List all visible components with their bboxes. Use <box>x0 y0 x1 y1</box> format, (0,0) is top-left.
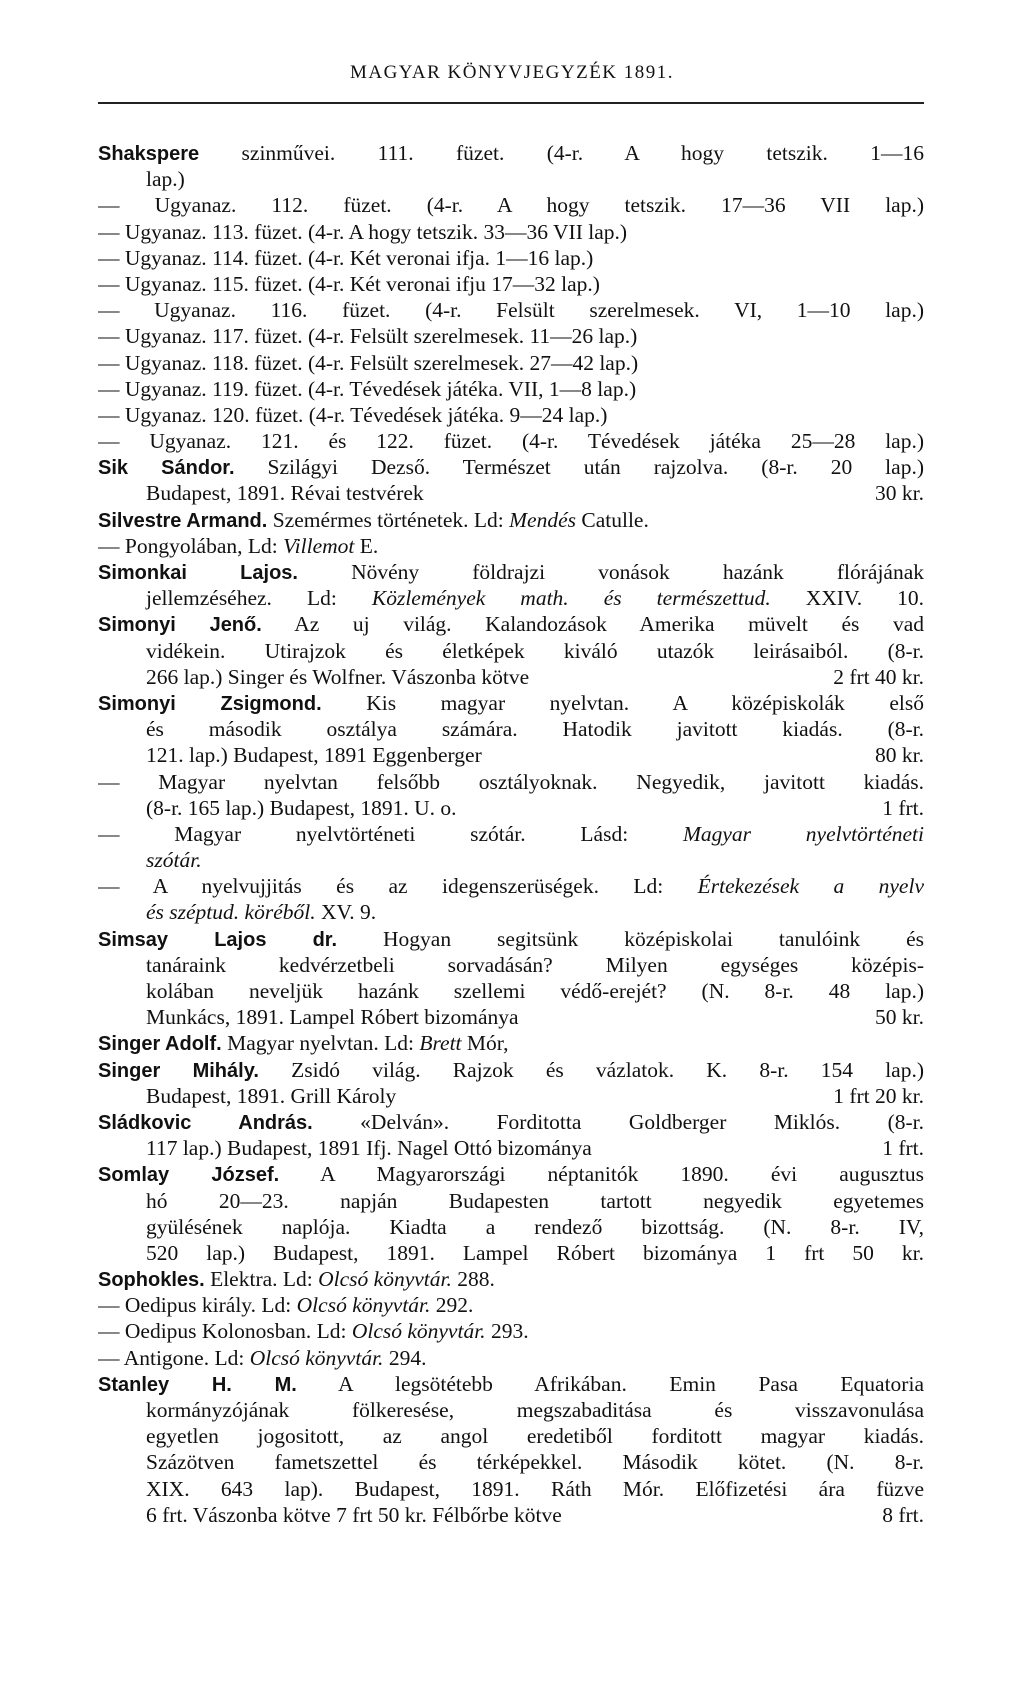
entry-text: 117 lap.) Budapest, 1891 Ifj. Nagel Ottó bizománya <box>146 1136 592 1161</box>
catalog-line <box>98 1109 924 1135</box>
catalog-line <box>98 664 924 690</box>
entry-text: — Magyar nyelvtan felsőbb osztályoknak. Negyedik, javitott kiadás. <box>98 769 924 794</box>
entry-text: (8-r. 165 lap.) Budapest, 1891. U. o. <box>146 795 457 820</box>
entry-text: — Ugyanaz. 119. füzet. (4-r. Tévedések játéka. VII, 1—8 lap.) <box>98 376 637 401</box>
author-name: Silvestre Armand. <box>98 509 268 532</box>
catalog-line <box>98 1240 924 1266</box>
catalog-line <box>98 952 924 978</box>
entry-text: Munkács, 1891. Lampel Róbert bizománya <box>146 1005 519 1030</box>
catalog-line <box>98 690 924 716</box>
reference-title: és széptud. köréből. <box>146 900 316 925</box>
reference-title: szótár. <box>146 848 202 873</box>
catalog-line <box>98 1449 924 1475</box>
catalog-line <box>98 1397 924 1423</box>
catalog-line <box>98 1266 924 1292</box>
entry-text-tail: Catulle. <box>576 507 649 532</box>
entry-text: Hogyan segitsünk középiskolai tanulóink és <box>337 926 924 951</box>
entry-text: Elektra. Ld: <box>204 1267 319 1292</box>
catalog-line <box>98 1030 924 1056</box>
entry-text: és második osztálya számára. Hatodik javitott kiadás. (8-r. <box>146 717 924 742</box>
reference-title: Mendés <box>509 507 576 532</box>
entry-text: jellemzéséhez. Ld: <box>146 586 372 611</box>
entry-text: — Oedipus Kolonosban. Ld: <box>98 1319 352 1344</box>
entry-text: — Pongyolában, Ld: <box>98 533 284 558</box>
header-rule <box>98 102 924 104</box>
catalog-line <box>98 1371 924 1397</box>
entry-text: Az uj világ. Kalandozások Amerika müvelt és vad <box>261 612 924 637</box>
entry-text: Szilágyi Dezső. Természet után rajzolva. (8-r. 20 lap.) <box>234 455 924 480</box>
catalog-line <box>98 140 924 166</box>
reference-title: Brett <box>419 1031 462 1056</box>
entry-text: kormányzójának fölkeresése, megszabaditása és visszavonulása <box>146 1398 924 1422</box>
price: 1 frt 20 kr. <box>833 1083 924 1108</box>
catalog-line <box>98 1423 924 1449</box>
entry-text: — Ugyanaz. 120. füzet. (4-r. Tévedések játéka. 9—24 lap.) <box>98 402 608 427</box>
catalog-line <box>98 1502 924 1528</box>
entry-text: A legsötétebb Afrikában. Emin Pasa Equatoria <box>296 1371 924 1396</box>
reference-title: Értekezések a nyelv <box>697 874 924 899</box>
author-name: Sophokles. <box>98 1269 205 1292</box>
author-name: Stanley H. M. <box>98 1373 297 1396</box>
catalog-line <box>98 1083 924 1109</box>
catalog-line <box>98 1004 924 1030</box>
catalog-line <box>98 271 924 297</box>
reference-title: Olcsó könyvtár. <box>318 1267 452 1292</box>
catalog-line <box>98 611 924 637</box>
catalog-line <box>98 1161 924 1187</box>
entry-text: szinművei. 111. füzet. (4-r. A hogy tetszik. 1—16 <box>199 141 924 165</box>
entry-text: 6 frt. Vászonba kötve 7 frt 50 kr. Félbőrbe kötve <box>146 1502 562 1527</box>
catalog-line <box>98 245 924 271</box>
entry-text-tail: 288. <box>451 1267 495 1292</box>
reference-title: Olcsó könyvtár. <box>296 1293 431 1318</box>
entry-text: Százötven fametszettel és térképekkel. Második kötet. (N. 8-r. <box>146 1450 924 1475</box>
catalog-line <box>98 795 924 821</box>
price: 1 frt. <box>882 1136 924 1161</box>
entry-text-tail: 294. <box>383 1345 427 1370</box>
catalog-line <box>98 559 924 585</box>
entry-text-tail: E. <box>354 533 379 558</box>
catalog-line <box>98 1292 924 1318</box>
catalog-line <box>98 1188 924 1214</box>
catalog-line <box>98 350 924 376</box>
entry-text: lap.) <box>146 167 185 192</box>
catalog-line <box>98 716 924 742</box>
catalog-line <box>98 638 924 664</box>
entry-text: 266 lap.) Singer és Wolfner. Vászonba kötve <box>146 664 530 689</box>
price: 80 kr. <box>875 743 924 768</box>
author-name: Simonkai Lajos. <box>98 562 298 584</box>
entry-text: Szemérmes történetek. Ld: <box>267 507 510 532</box>
entry-text: Zsidó világ. Rajzok és vázlatok. K. 8-r. 154 lap.) <box>258 1057 924 1082</box>
entry-text-tail: 293. <box>485 1319 529 1344</box>
author-name: Singer Mihály. <box>98 1059 259 1082</box>
entry-text: 520 lap.) Budapest, 1891. Lampel Róbert bizománya 1 frt 50 kr. <box>146 1240 924 1265</box>
running-header: MAGYAR KÖNYVJEGYZÉK 1891. <box>349 62 675 83</box>
entry-text: egyetlen jogositott, az angol eredetiből forditott magyar kiadás. <box>146 1424 924 1449</box>
entry-text: gyülésének naplója. Kiadta a rendező bizottság. (N. 8-r. IV, <box>146 1214 924 1239</box>
entry-text: A Magyarországi néptanitók 1890. évi augusztus <box>279 1162 924 1187</box>
entry-text-tail: XV. 9. <box>315 900 377 925</box>
entry-text: — Ugyanaz. 117. füzet. (4-r. Felsült szerelmesek. 11—26 lap.) <box>98 324 638 349</box>
catalog-line <box>98 219 924 245</box>
catalog-line <box>98 769 924 795</box>
catalog-line <box>98 821 924 847</box>
catalog-line <box>98 1318 924 1344</box>
catalog-line <box>98 1214 924 1240</box>
entry-text: «Delván». Forditotta Goldberger Miklós. (8-r. <box>312 1109 924 1134</box>
entry-text: — Ugyanaz. 115. füzet. (4-r. Két veronai ifju 17—32 lap.) <box>98 271 600 296</box>
catalog-line <box>98 402 924 428</box>
catalog-line <box>98 1345 924 1371</box>
author-name: Sládkovic András. <box>98 1111 313 1134</box>
entry-text: 121. lap.) Budapest, 1891 Eggenberger <box>146 743 482 768</box>
catalog-line <box>98 926 924 952</box>
author-name: Simonyi Zsigmond. <box>98 692 322 715</box>
entry-text: — Ugyanaz. 116. füzet. (4-r. Felsült szerelmesek. VI, 1—10 lap.) <box>98 298 924 323</box>
entry-text: — Ugyanaz. 121. és 122. füzet. (4-r. Tévedések játéka 25—28 lap.) <box>98 429 924 454</box>
reference-title: Olcsó könyvtár. <box>351 1319 486 1344</box>
entry-text: — Ugyanaz. 114. füzet. (4-r. Két veronai ifja. 1—16 lap.) <box>98 245 594 270</box>
entry-text: — A nyelvujjitás és az idegenszerüségek. Ld: <box>98 874 698 899</box>
catalog-line <box>98 297 924 323</box>
entry-text-tail: XXIV. 10. <box>770 586 924 611</box>
catalog-line <box>98 899 924 925</box>
entry-list <box>98 140 924 1528</box>
catalog-line <box>98 1057 924 1083</box>
price: 30 kr. <box>875 481 924 506</box>
price: 1 frt. <box>882 795 924 820</box>
author-name: Singer Adolf. <box>98 1033 222 1056</box>
catalog-line <box>98 376 924 402</box>
entry-text: hó 20—23. napján Budapesten tartott negyedik egyetemes <box>146 1188 924 1213</box>
entry-text: vidékein. Utirajzok és életképek kiváló utazók leirásaiból. (8-r. <box>146 638 924 663</box>
author-name: Somlay József. <box>98 1164 280 1187</box>
reference-title: Közlemények math. és természettud. <box>371 586 771 611</box>
catalog-line <box>98 873 924 899</box>
entry-text: XIX. 643 lap). Budapest, 1891. Ráth Mór. Előfizetési ára füzve <box>146 1476 924 1501</box>
entry-text: — Ugyanaz. 118. füzet. (4-r. Felsült szerelmesek. 27—42 lap.) <box>98 350 639 375</box>
reference-title: Villemot <box>283 533 355 558</box>
catalog-line <box>98 847 924 873</box>
catalog-line <box>98 323 924 349</box>
entry-text: Budapest, 1891. Grill Károly <box>146 1083 397 1108</box>
price: 50 kr. <box>875 1005 924 1030</box>
entry-text: tanáraink kedvérzetbeli sorvadásán? Milyen egységes középis- <box>146 952 924 977</box>
catalog-line <box>98 507 924 533</box>
catalog-line <box>98 585 924 611</box>
entry-text: kolában neveljük hazánk szellemi védő-erejét? (N. 8-r. 48 lap.) <box>146 979 924 1003</box>
reference-title: Magyar nyelvtörténeti <box>682 821 924 846</box>
entry-text: — Ugyanaz. 112. füzet. (4-r. A hogy tetszik. 17—36 VII lap.) <box>98 193 924 218</box>
catalog-line <box>98 742 924 768</box>
entry-text: Budapest, 1891. Révai testvérek <box>146 481 424 506</box>
entry-text: — Antigone. Ld: <box>98 1345 250 1370</box>
catalog-line <box>98 480 924 506</box>
entry-text: Növény földrajzi vonások hazánk flórájának <box>297 560 924 584</box>
entry-text: Magyar nyelvtan. Ld: <box>221 1031 420 1056</box>
reference-title: Olcsó könyvtár. <box>249 1345 384 1370</box>
catalog-line <box>98 533 924 559</box>
entry-text: — Ugyanaz. 113. füzet. (4-r. A hogy tetszik. 33—36 VII lap.) <box>98 219 628 244</box>
price: 2 frt 40 kr. <box>833 664 924 689</box>
entry-text: Kis magyar nyelvtan. A középiskolák első <box>321 690 924 715</box>
author-name: Simonyi Jenő. <box>98 614 262 637</box>
entry-text-tail: Mór, <box>461 1031 509 1056</box>
catalog-line <box>98 1135 924 1161</box>
catalog-line <box>98 166 924 192</box>
catalog-line <box>98 428 924 454</box>
entry-text: — Magyar nyelvtörténeti szótár. Lásd: <box>98 821 683 846</box>
catalog-line <box>98 454 924 480</box>
catalog-line <box>98 192 924 218</box>
catalog-line <box>98 978 924 1004</box>
entry-text: — Oedipus király. Ld: <box>98 1293 297 1318</box>
catalog-line <box>98 1476 924 1502</box>
price: 8 frt. <box>882 1502 924 1527</box>
author-name: Shakspere <box>98 143 200 165</box>
author-name: Sik Sándor. <box>98 457 235 480</box>
author-name: Simsay Lajos dr. <box>98 928 338 951</box>
entry-text-tail: 292. <box>430 1293 474 1318</box>
